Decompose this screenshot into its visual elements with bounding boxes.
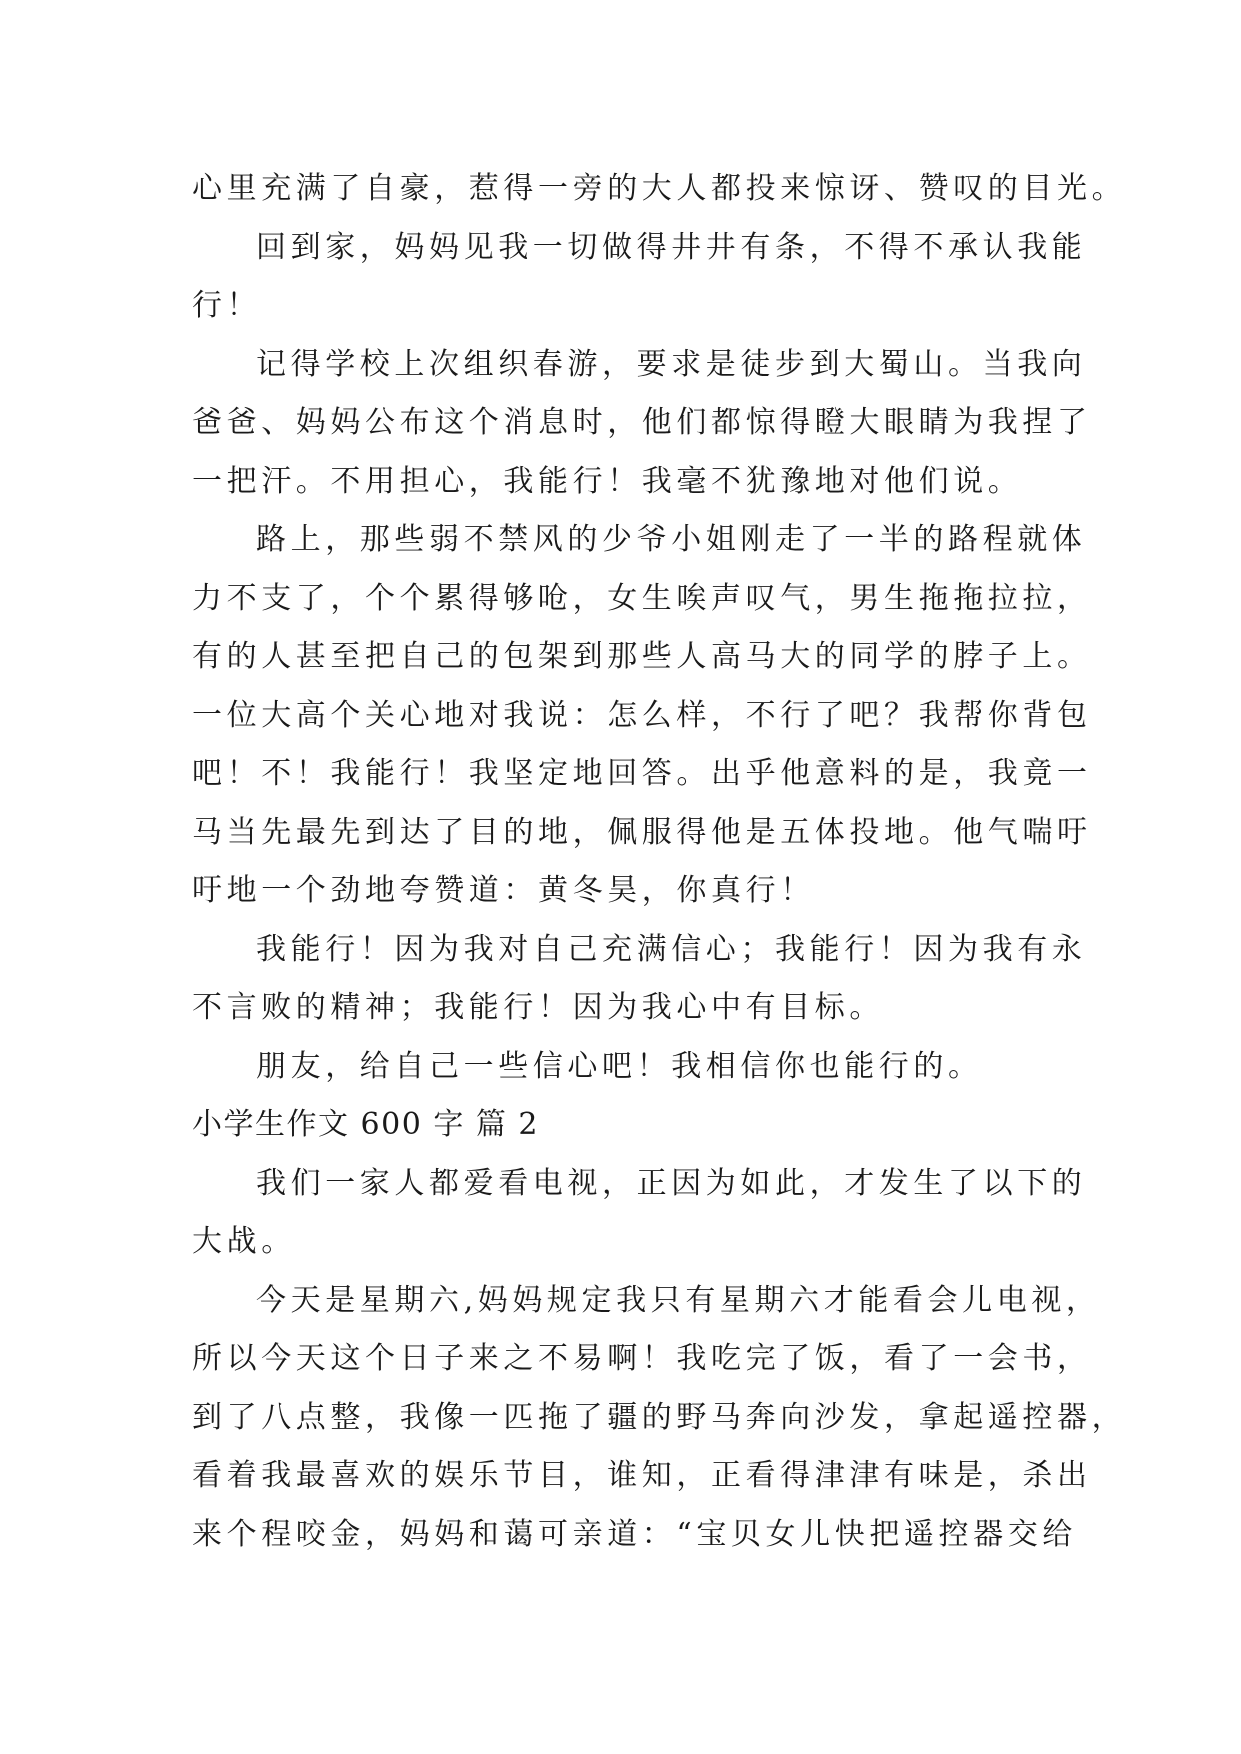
text-line: 记得学校上次组织春游，要求是徒步到大蜀山。当我向 — [256, 346, 1087, 382]
text-line: 来个程咬金，妈妈和蔼可亲道：“宝贝女儿快把遥控器交给 — [192, 1516, 1077, 1552]
text-line: 爸爸、妈妈公布这个消息时，他们都惊得瞪大眼睛为我捏了 — [192, 405, 1092, 440]
text-line: 马当先最先到达了目的地，佩服得他是五体投地。他气喘吁 — [192, 814, 1092, 850]
text-line: 有的人甚至把自己的包架到那些人高马大的同学的脖子上。 — [192, 639, 1092, 674]
text-line: 看着我最喜欢的娱乐节目，谁知，正看得津津有味是，杀出 — [192, 1458, 1092, 1493]
text-line: 我们一家人都爱看电视，正因为如此，才发生了以下的 — [256, 1165, 1087, 1201]
text-line: 吁地一个劲地夸赞道：黄冬昊，你真行！ — [192, 873, 815, 908]
text-line: 我能行！因为我对自己充满信心；我能行！因为我有永 — [256, 931, 1087, 967]
text-line: 一位大高个关心地对我说：怎么样，不行了吧？我帮你背包 — [192, 697, 1092, 733]
text-line: 行！ — [192, 288, 262, 323]
text-line: 心里充满了自豪，惹得一旁的大人都投来惊讶、赞叹的目光。 — [192, 171, 1127, 206]
document-body — [192, 160, 1127, 1564]
text-line: 力不支了，个个累得够呛，女生唉声叹气，男生拖拖拉拉， — [192, 580, 1092, 616]
text-line: 不言败的精神；我能行！因为我心中有目标。 — [192, 990, 884, 1025]
text-line: 朋友，给自己一些信心吧！我相信你也能行的。 — [256, 1048, 983, 1084]
section-heading: 小学生作文 600 字 篇 2 — [192, 1107, 539, 1142]
text-line: 一把汗。不用担心，我能行！我毫不犹豫地对他们说。 — [192, 463, 1023, 499]
text-line: 吧！不！我能行！我坚定地回答。出乎他意料的是，我竟一 — [192, 756, 1092, 791]
text-line: 大战。 — [192, 1224, 296, 1259]
text-line: 所以今天这个日子来之不易啊！我吃完了饭，看了一会书， — [192, 1341, 1092, 1376]
text-line: 到了八点整，我像一匹拖了疆的野马奔向沙发，拿起遥控器， — [192, 1399, 1127, 1435]
text-line: 今天是星期六,妈妈规定我只有星期六才能看会儿电视， — [256, 1282, 1101, 1318]
text-line: 路上，那些弱不禁风的少爷小姐刚走了一半的路程就体 — [256, 522, 1087, 557]
text-line: 回到家，妈妈见我一切做得井井有条，不得不承认我能 — [256, 229, 1087, 265]
